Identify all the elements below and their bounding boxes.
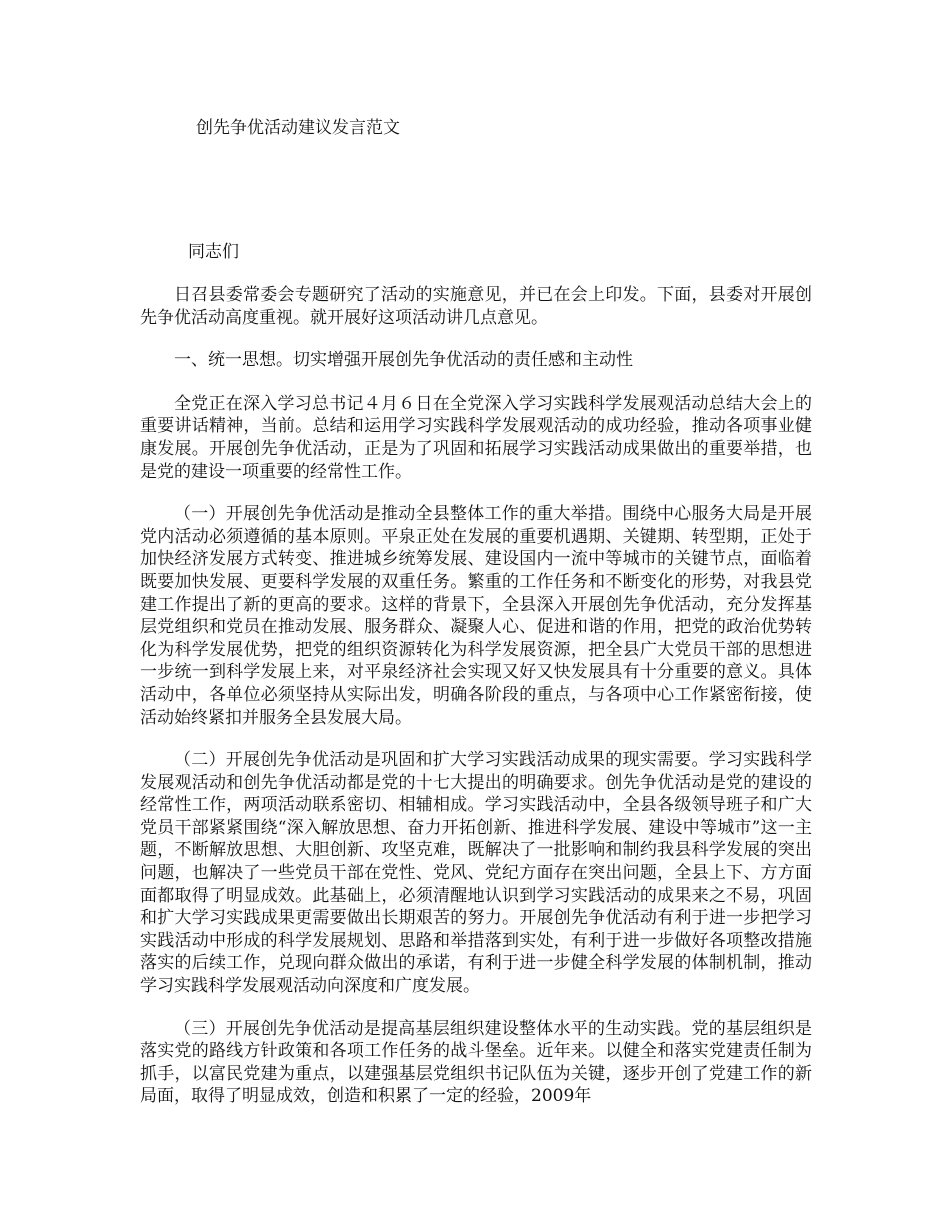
document-title: 创先争优活动建议发言范文	[196, 118, 400, 138]
paragraph-point-3: （三）开展创先争优活动是提高基层组织建设整体水平的生动实践。党的基层组织是落实党的路线方针政策和各项工作任务的战斗堡垒。近年来。以健全和落实党建责任制为抓手，以富民党建为重点，以建强基层党组织书记队伍为关键，逐步开创了党建工作的新局面，取得了明显成效，创造和积累了一定的经验，2009年	[140, 1018, 812, 1107]
paragraph-point-1: （一）开展创先争优活动是推动全县整体工作的重大举措。围绕中心服务大局是开展党内活动必须遵循的基本原则。平泉正处在发展的重要机遇期、关键期、转型期，正处于加快经济发展方式转变、推进城乡统筹发展、建设国内一流中等城市的关键节点，面临着既要加快发展、更要科学发展的双重任务。繁重的工作任务和不断变化的形势，对我县党建工作提出了新的更高的要求。这样的背景下，全县深入开展创先争优活动，充分发挥基层党组织和党员在推动发展、服务群众、凝聚人心、促进和谐的作用，把党的政治优势转化为科学发展优势，把党的组织资源转化为科学发展资源，把全县广大党员干部的思想进一步统一到科学发展上来，对平泉经济社会实现又好又快发展具有十分重要的意义。具体活动中，各单位必须坚持从实际出发，明确各阶段的重点，与各项中心工作紧密衔接，使活动始终紧扣并服务全县发展大局。	[140, 504, 812, 728]
document-body	[140, 284, 812, 1128]
paragraph-point-2: （二）开展创先争优活动是巩固和扩大学习实践活动成果的现实需要。学习实践科学发展观活动和创先争优活动都是党的十七大提出的明确要求。创先争优活动是党的建设的经常性工作，两项活动联系密切、相辅相成。学习实践活动中，全县各级领导班子和广大党员干部紧紧围绕“深入解放思想、奋力开拓创新、推进科学发展、建设中等城市”这一主题，不断解放思想、大胆创新、攻坚克难，既解决了一批影响和制约我县科学发展的突出问题，也解决了一些党员干部在党性、党风、党纪方面存在突出问题，全县上下、方方面面都取得了明显成效。此基础上，必须清醒地认识到学习实践活动的成果来之不易，巩固和扩大学习实践成果更需要做出长期艰苦的努力。开展创先争优活动有利于进一步把学习实践活动中形成的科学发展规划、思路和举措落到实处，有利于进一步做好各项整改措施落实的后续工作，兑现向群众做出的承诺，有利于进一步健全科学发展的体制机制，推动学习实践科学发展观活动向深度和广度发展。	[140, 750, 812, 997]
section-heading-1: 一、统一思想。切实增强开展创先争优活动的责任感和主动性	[174, 350, 633, 371]
paragraph-intro: 日召县委常委会专题研究了活动的实施意见，并已在会上印发。下面，县委对开展创先争优活动高度重视。就开展好这项活动讲几点意见。	[140, 285, 812, 328]
salutation: 同志们	[188, 242, 239, 262]
paragraph-study: 全党正在深入学习总书记４月６日在全党深入学习实践科学发展观活动总结大会上的重要讲话精神，当前。总结和运用学习实践科学发展观活动的成功经验，推动各项事业健康发展。开展创先争优活动，正是为了巩固和拓展学习实践活动成果做出的重要举措，也是党的建设一项重要的经常性工作。	[140, 393, 812, 482]
